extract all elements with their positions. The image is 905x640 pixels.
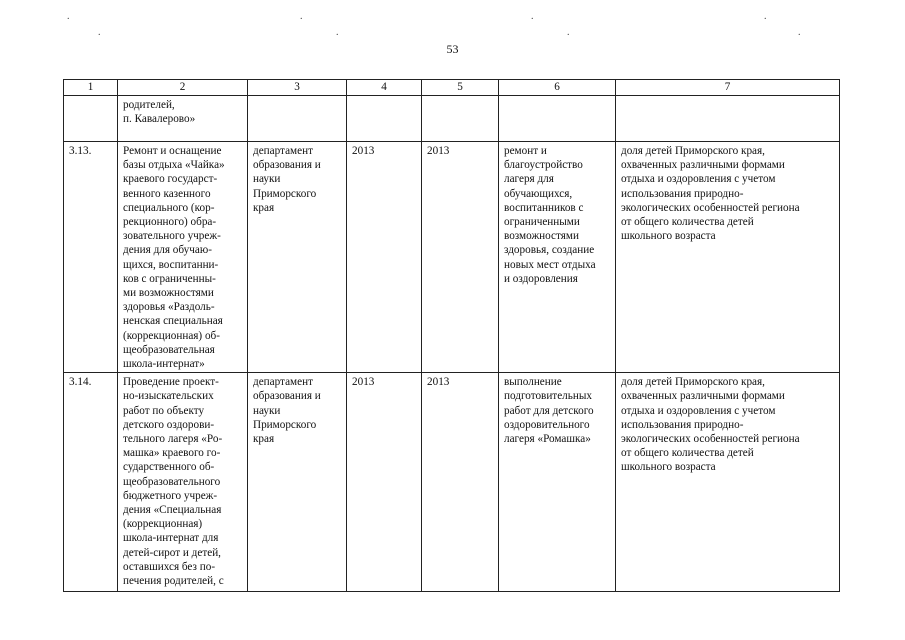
scan-speck: . xyxy=(567,27,570,38)
text-line: подготовительных xyxy=(504,390,592,403)
text-line: охваченных различными формами xyxy=(621,159,785,172)
text-line: лагеря для xyxy=(504,173,554,186)
text-line: доля детей Приморского края, xyxy=(621,376,765,389)
cell-number xyxy=(64,96,118,142)
text-line: школьного возраста xyxy=(621,461,716,474)
text-line: школа-интернат для xyxy=(123,532,219,545)
text-line: бюджетного учреж- xyxy=(123,489,218,502)
table-row xyxy=(64,373,840,592)
text-line: щихся, воспитанни- xyxy=(123,258,219,271)
measures-table xyxy=(63,79,840,592)
text-line: науки xyxy=(253,173,281,186)
text-line: лагеря «Ромашка» xyxy=(504,433,591,446)
text-line: ми возможностями xyxy=(123,287,214,300)
cell-executor xyxy=(248,96,347,142)
text-line: работ для детского xyxy=(504,404,594,417)
text-line: щеобразовательная xyxy=(123,343,215,356)
cell-result xyxy=(499,142,616,373)
text-line: экологических особенностей региона xyxy=(621,201,800,214)
table-row xyxy=(64,96,840,142)
text-line: новых мест отдыха xyxy=(504,258,596,271)
cell-executor xyxy=(248,142,347,373)
text-line: здоровья, создание xyxy=(504,244,595,257)
text-line: оздоровительного xyxy=(504,418,590,431)
text-line: края xyxy=(253,201,275,214)
cell-result xyxy=(499,96,616,142)
cell-indicator xyxy=(616,373,840,592)
text-line: родителей, xyxy=(123,99,175,111)
text-line: использования природно- xyxy=(621,187,744,200)
text-line: (коррекционная) xyxy=(123,518,203,531)
text-line: оставшихся без по- xyxy=(123,560,216,573)
scan-speck: . xyxy=(798,27,801,38)
text-line: экологических особенностей региона xyxy=(621,433,800,446)
text-line: департамент xyxy=(253,145,313,157)
text-line: от общего количества детей xyxy=(621,447,754,460)
text-line: школа-интернат» xyxy=(123,358,205,371)
text-line: здоровья «Раздоль- xyxy=(123,301,215,314)
cell-executor xyxy=(248,373,347,592)
text-line: сударственного об- xyxy=(123,461,215,474)
text-line: базы отдыха «Чайка» xyxy=(123,159,225,172)
text-line: печения родителей, с xyxy=(123,575,224,588)
text-line: департамент xyxy=(253,376,313,389)
text-line: возможностями xyxy=(504,230,579,243)
text-line: ограниченными xyxy=(504,216,580,229)
text-line: науки xyxy=(253,404,281,417)
text-line: ков с ограниченны- xyxy=(123,272,216,285)
text-line: выполнение xyxy=(504,376,562,389)
text-line: образования и xyxy=(253,159,321,172)
text-line: воспитанников с xyxy=(504,201,584,214)
text-line: Проведение проект- xyxy=(123,376,219,389)
text-line: детского оздорови- xyxy=(123,418,215,431)
scan-speck: . xyxy=(98,27,101,38)
text-line: ненская специальная xyxy=(123,315,223,328)
scan-speck: . xyxy=(336,27,339,38)
text-line: (коррекционная) об- xyxy=(123,329,220,342)
column-header: 6 xyxy=(499,80,616,96)
table-row xyxy=(64,142,840,373)
column-header: 5 xyxy=(422,80,499,96)
text-line: но-изыскательских xyxy=(123,390,214,403)
header-row xyxy=(64,80,840,96)
cell-start-year: 2013 xyxy=(347,373,422,592)
text-line: венного казенного xyxy=(123,187,211,200)
cell-number: 3.13. xyxy=(64,142,118,373)
text-line: рекционного) обра- xyxy=(123,216,217,229)
page-number: 53 xyxy=(446,42,459,56)
scan-speck: . xyxy=(764,11,767,22)
text-line: зовательного учреж- xyxy=(123,230,221,243)
text-line: дения «Специальная xyxy=(123,504,222,517)
cell-measure xyxy=(118,96,248,142)
text-line: Приморского xyxy=(253,418,317,431)
text-line: охваченных различными формами xyxy=(621,390,785,403)
text-line: тельного лагеря «Ро- xyxy=(123,433,223,446)
text-line: Ремонт и оснащение xyxy=(123,145,222,157)
scan-speck: . xyxy=(67,11,70,22)
column-header: 2 xyxy=(118,80,248,96)
cell-end-year xyxy=(422,96,499,142)
text-line: машка» краевого го- xyxy=(123,447,221,460)
text-line: работ по объекту xyxy=(123,404,205,417)
cell-measure xyxy=(118,373,248,592)
text-line: ремонт и xyxy=(504,145,547,157)
text-line: краевого государст- xyxy=(123,173,218,186)
text-line: п. Кавалерово» xyxy=(123,113,196,126)
text-line: Приморского xyxy=(253,187,317,200)
scan-speck: . xyxy=(531,11,534,22)
cell-measure xyxy=(118,142,248,373)
column-header: 1 xyxy=(64,80,118,96)
text-line: доля детей Приморского края, xyxy=(621,145,765,157)
scan-speck: . xyxy=(300,11,303,22)
text-line: образования и xyxy=(253,390,321,403)
column-header: 3 xyxy=(248,80,347,96)
text-line: благоустройство xyxy=(504,159,583,172)
text-line: от общего количества детей xyxy=(621,216,754,229)
text-line: отдыха и оздоровления с учетом xyxy=(621,173,776,186)
text-line: и оздоровления xyxy=(504,272,578,285)
cell-indicator xyxy=(616,96,840,142)
column-header: 7 xyxy=(616,80,840,96)
text-line: обучающихся, xyxy=(504,187,573,200)
text-line: использования природно- xyxy=(621,418,744,431)
column-header: 4 xyxy=(347,80,422,96)
text-line: щеобразовательного xyxy=(123,475,221,488)
cell-result xyxy=(499,373,616,592)
text-line: дения для обучаю- xyxy=(123,244,212,257)
cell-start-year: 2013 xyxy=(347,142,422,373)
text-line: отдыха и оздоровления с учетом xyxy=(621,404,776,417)
text-line: школьного возраста xyxy=(621,230,716,243)
cell-end-year: 2013 xyxy=(422,373,499,592)
text-line: края xyxy=(253,433,275,446)
cell-end-year: 2013 xyxy=(422,142,499,373)
text-line: детей-сирот и детей, xyxy=(123,546,221,559)
cell-start-year xyxy=(347,96,422,142)
cell-indicator xyxy=(616,142,840,373)
cell-number: 3.14. xyxy=(64,373,118,592)
text-line: специального (кор- xyxy=(123,201,215,214)
